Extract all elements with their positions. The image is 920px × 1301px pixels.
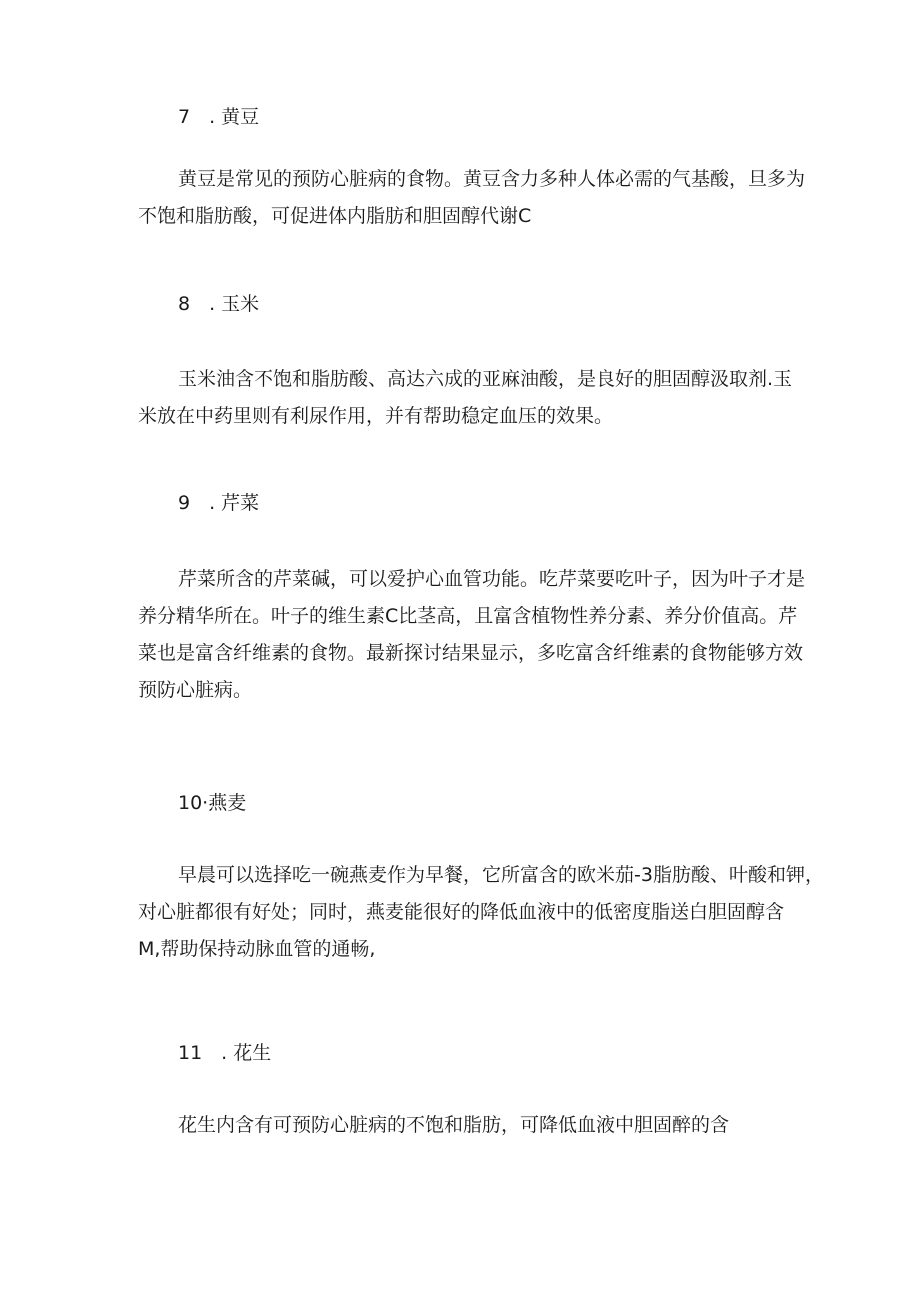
- section-paragraph-11: [178, 1107, 796, 1144]
- section-heading-9: 9 . 芹菜: [178, 492, 260, 514]
- paragraph-line: 米放在中药里则有利尿作用，并有帮助稳定血压的效果。: [138, 405, 614, 427]
- paragraph-line: 菜也是富含纤维素的食物。最新探讨结果显示，多吃富含纤维素的食物能够方效: [138, 642, 804, 664]
- paragraph-line: 预防心脏病。: [138, 679, 253, 701]
- section-paragraph-7: [138, 161, 806, 235]
- section-paragraph-9: [138, 561, 806, 709]
- section-heading-11: 11 . 花生: [178, 1042, 272, 1064]
- paragraph-line: 对心脏都很有好处；同时，燕麦能很好的降低血液中的低密度脂送白胆固醇含: [138, 901, 785, 923]
- section-paragraph-10: [138, 857, 824, 968]
- section-heading-7: 7 . 黄豆: [178, 106, 260, 128]
- paragraph-line: 芹菜所含的芹菜碱，可以爱护心血管功能。吃芹菜要吃叶子，因为叶子才是: [178, 568, 806, 590]
- paragraph-line: 养分精华所在。叶子的维生素C比茎高，且富含植物性养分素、养分价值高。芹: [138, 605, 798, 627]
- paragraph-line: 不饱和脂肪酸，可促进体内脂肪和胆固醇代谢C: [138, 205, 532, 227]
- paragraph-line: 早晨可以选择吃一碗燕麦作为早餐，它所富含的欧米茄-3脂肪酸、叶酸和钾，: [178, 864, 824, 886]
- paragraph-line: 花生内含有可预防心脏病的不饱和脂肪，可降低血液中胆固醉的含: [178, 1114, 730, 1136]
- section-heading-10: 10·燕麦: [178, 792, 247, 814]
- section-heading-8: 8 . 玉米: [178, 293, 260, 315]
- paragraph-line: 玉米油含不饱和脂肪酸、高达六成的亚麻油酸，是良好的胆固醇汲取剂.玉: [178, 368, 793, 390]
- section-paragraph-8: [138, 361, 796, 435]
- paragraph-line: 黄豆是常见的预防心脏病的食物。黄豆含力多种人体必需的气基酸，旦多为: [178, 168, 806, 190]
- paragraph-line: M,帮助保持动脉血管的通畅,: [138, 938, 376, 960]
